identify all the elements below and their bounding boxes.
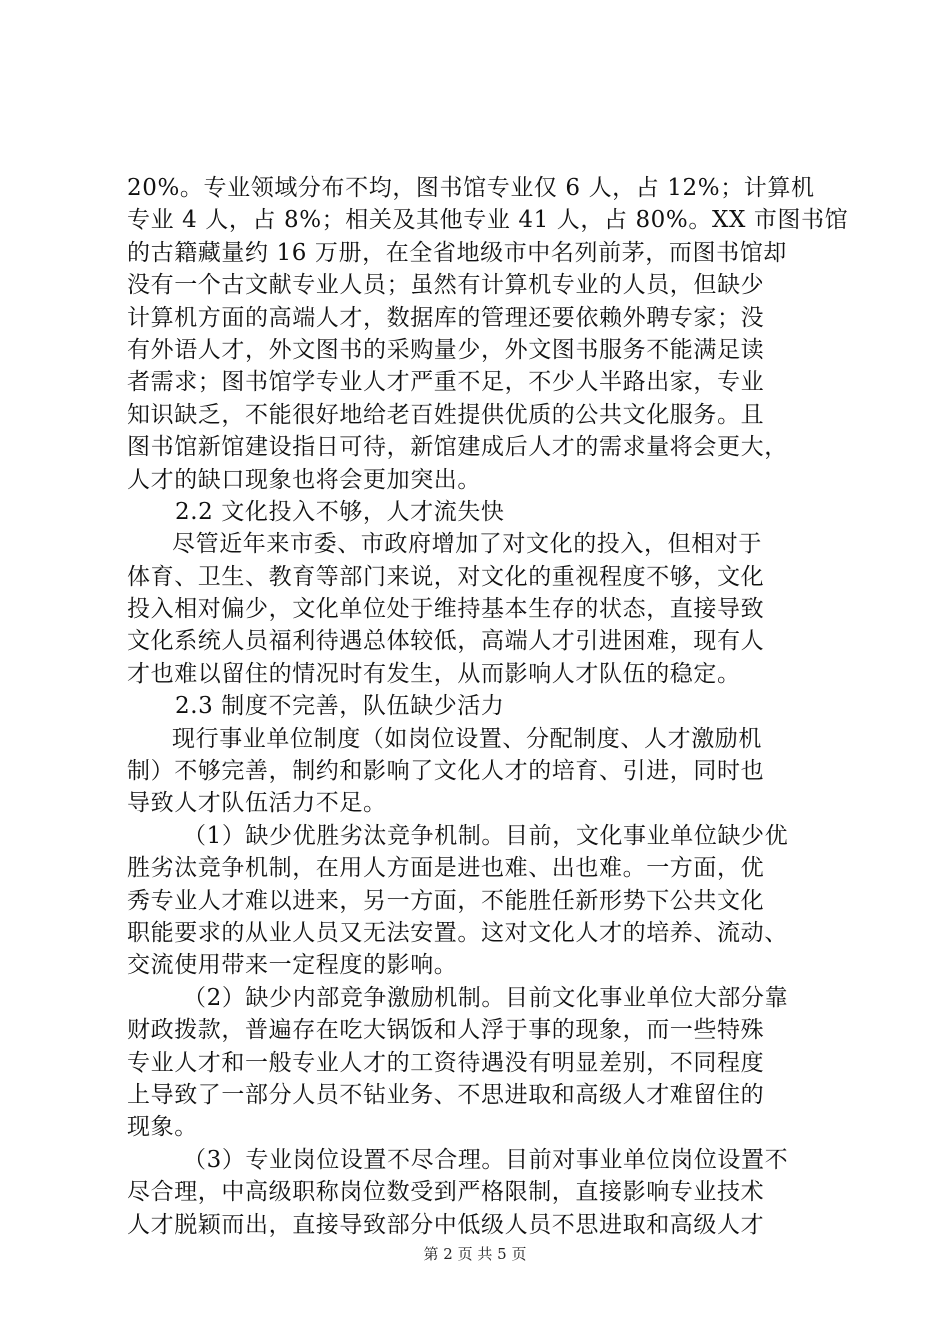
list-item: （3）专业岗位设置不尽合理。目前对事业单位岗位设置不 [183,1146,789,1173]
text-line: 秀专业人才难以进来，另一方面，不能胜任新形势下公共文化 [127,887,765,914]
text-line: 尽管近年来市委、市政府增加了对文化的投入，但相对于 [172,531,762,558]
text-line: 者需求；图书馆学专业人才严重不足，不少人半路出家，专业 [127,369,765,396]
list-item: （1）缺少优胜劣汰竞争机制。目前，文化事业单位缺少优 [183,822,789,849]
text-line: 没有一个古文献专业人员；虽然有计算机专业的人员，但缺少 [127,272,765,299]
section-heading: 2.2 文化投入不够，人才流失快 [175,498,505,525]
text-line: 计算机方面的高端人才，数据库的管理还要依赖外聘专家；没 [127,304,765,331]
text-line: 有外语人才，外文图书的采购量少，外文图书服务不能满足读 [127,336,765,363]
text-line: 人才的缺口现象也将会更加突出。 [127,466,481,493]
text-line: 现行事业单位制度（如岗位设置、分配制度、人才激励机 [172,725,762,752]
text-line: 专业 4 人，占 8%；相关及其他专业 41 人，占 80%。XX 市图书馆 [127,207,849,234]
text-line: 才也难以留住的情况时有发生，从而影响人才队伍的稳定。 [127,660,741,687]
text-line: 专业人才和一般专业人才的工资待遇没有明显差别，不同程度 [127,1049,765,1076]
text-line: 制）不够完善，制约和影响了文化人才的培育、引进，同时也 [127,758,765,785]
text-line: 体育、卫生、教育等部门来说，对文化的重视程度不够，文化 [127,563,765,590]
text-line: 现象。 [127,1114,198,1141]
text-line: 20%。专业领域分布不均，图书馆专业仅 6 人，占 12%；计算机 [127,175,815,201]
text-line: 职能要求的从业人员又无法安置。这对文化人才的培养、流动、 [127,919,788,946]
text-line: 图书馆新馆建设指日可待，新馆建成后人才的需求量将会更大， [127,434,788,461]
list-item: （2）缺少内部竞争激励机制。目前文化事业单位大部分靠 [183,984,789,1011]
text-line: 文化系统人员福利待遇总体较低，高端人才引进困难，现有人 [127,628,765,655]
text-line: 人才脱颖而出，直接导致部分中低级人员不思进取和高级人才 [127,1211,765,1238]
text-line: 财政拨款，普遍存在吃大锅饭和人浮于事的现象，而一些特殊 [127,1017,765,1044]
text-line: 投入相对偏少，文化单位处于维持基本生存的状态，直接导致 [127,596,765,623]
text-line: 的古籍藏量约 16 万册，在全省地级市中名列前茅，而图书馆却 [127,239,787,266]
body-text [127,172,849,1241]
section-heading: 2.3 制度不完善，队伍缺少活力 [175,693,505,720]
text-line: 上导致了一部分人员不钻业务、不思进取和高级人才难留住的 [127,1081,765,1108]
text-line: 交流使用带来一定程度的影响。 [127,952,458,979]
text-line: 知识缺乏，不能很好地给老百姓提供优质的公共文化服务。且 [127,401,765,428]
text-line: 导致人才队伍活力不足。 [127,790,387,817]
text-line: 胜劣汰竞争机制，在用人方面是进也难、出也难。一方面，优 [127,855,765,882]
page-number: 第 2 页 共 5 页 [423,1245,527,1263]
text-line: 尽合理，中高级职称岗位数受到严格限制，直接影响专业技术 [127,1179,765,1206]
